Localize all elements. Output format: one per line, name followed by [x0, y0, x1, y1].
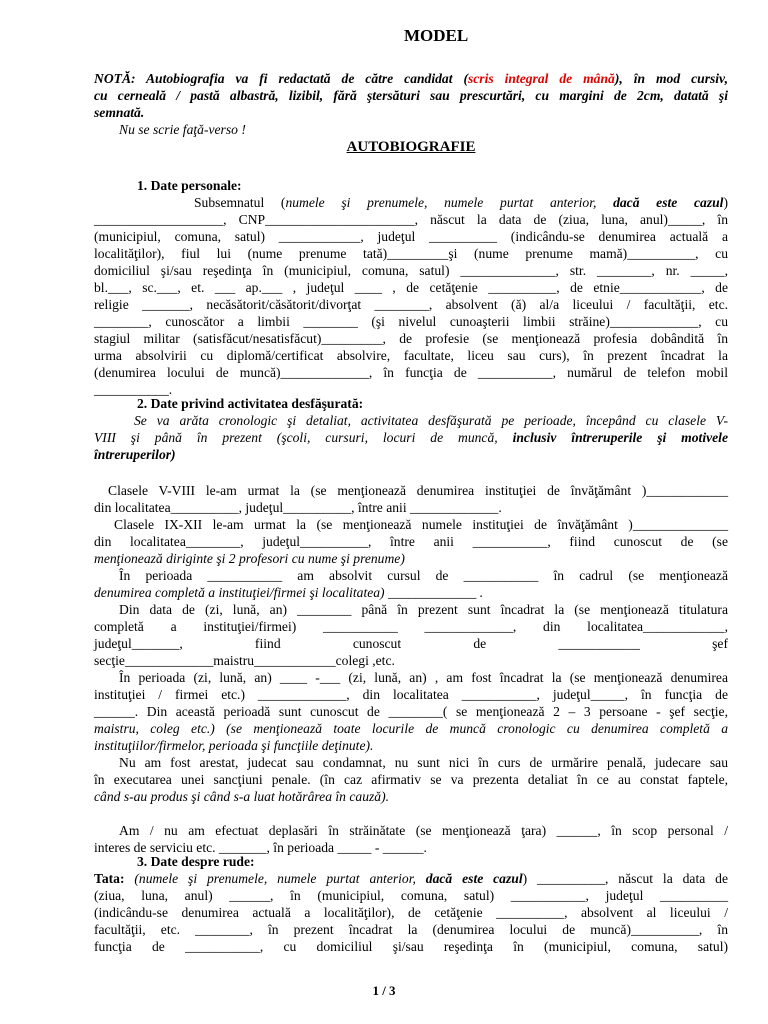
note-line-2: cu cerneală / pastă albastră, lizibil, fără ştersături sau prescurtări, cu margini de 2cm, datată şi — [94, 88, 728, 103]
s1-line-12: ___________. — [94, 382, 173, 397]
s2-para-8: Din data de (zi, lună, an) ________ până în prezent sunt încadrat la (se menţionează titulatura — [119, 602, 728, 617]
s3-line-1: Tata: (numele şi prenumele, numele purtat anterior, dacă este cazul) __________, născut la data de — [94, 871, 728, 886]
s2-para-18: în executarea unei sancţiuni penale. (în caz afirmativ se va prezenta detaliat în ce au constat faptele, — [94, 772, 728, 787]
s2-para-3: Clasele IX-XII le-am urmat la (se menţionează numele instituţiei de învăţământ )______________ — [114, 517, 728, 532]
s1-line-4: localităţilor), fiul lui (nume prenume tată)_________şi (nume prenume mamă)__________, cu — [94, 246, 728, 261]
s2-para-16: instituţiilor/firmelor, perioada şi funcţiile deţinute). — [94, 738, 374, 753]
section-3-title: 3. Date despre rude: — [137, 854, 255, 869]
s1-line-3: (municipiul, comuna, satul) ____________, judeţul __________ (indicându-se denumirea actuală a — [94, 229, 728, 244]
s1-line-1: Subsemnatul (numele şi prenumele, numele purtat anterior, dacă este cazul) — [194, 195, 728, 210]
s3-line-2: (ziua, luna, anul) ______, în (municipiul, comuna, satul) ___________, judeţul __________ — [94, 888, 728, 903]
s2-para-2: din localitatea__________, judeţul__________, între anii _____________. — [94, 500, 502, 515]
s3-line-3: (indicându-se denumirea actuală a localităţilor), de cetăţenie __________, absolvent al liceului / — [94, 905, 728, 920]
s2-para-5: menţionează diriginte şi 2 profesori cu nume şi prenume) — [94, 551, 405, 566]
note-red-text: scris integral de mână — [467, 71, 615, 86]
page-number: 1 / 3 — [372, 983, 396, 998]
s1-line-5: domiciliul şi/sau reşedinţa în (municipiul, comuna, satul) ______________, str. ________, nr. _____, — [94, 263, 728, 278]
s2-para-6: În perioada ___________ am absolvit cursul de ___________ în cadrul (se menţionează — [119, 568, 728, 583]
section-1-title: 1. Date personale: — [137, 178, 242, 193]
s2-instruction-2: VIII şi până în prezent (şcoli, cursuri, locuri de muncă, inclusiv întreruperile şi motivele — [94, 430, 728, 445]
s2-para-10: judeţul_______, fiind cunoscut de ____________ şef — [94, 636, 728, 651]
s2-para-15: maistru, coleg etc.) (se menţionează toate locurile de muncă cronologic cu denumirea completă a — [94, 721, 728, 736]
s2-para-1: Clasele V-VIII le-am urmat la (se menţionează denumirea instituţiei de învăţământ )____________ — [108, 483, 728, 498]
s2-para-14: ______. Din această perioadă sunt cunoscut de ________( se menţionează 2 – 3 persoane - şef secţie, — [94, 704, 728, 719]
document-title: MODEL — [404, 26, 469, 45]
s2-para-21: interes de serviciu etc. _______, în perioada _____ - ______. — [94, 840, 427, 855]
s1-line-11: (denumirea locului de muncă)_____________, în funcţia de ___________, numărul de telefon mobil — [94, 365, 728, 380]
s2-para-4: din localitatea________, judeţul__________, între anii ___________, fiind cunoscut de (se — [94, 534, 728, 549]
note-line-4: Nu se scrie faţă-verso ! — [119, 122, 246, 137]
s2-para-12: În perioada (zi, lună, an) ____ -___ (zi, lună, an) , am fost încadrat la (se menţionează denumirea — [119, 670, 728, 685]
s2-instruction-3: întreruperilor) — [94, 447, 176, 462]
s2-para-7: denumirea completă a instituţiei/firmei şi localitatea) _____________ . — [94, 585, 484, 600]
s1-line-10: urma absolvirii cu diplomă/certificat absolvire, facultate, liceu sau curs), în prezent încadrat la — [94, 348, 728, 363]
s2-para-20: Am / nu am efectuat deplasări în străinătate (se menţionează ţara) ______, în scop personal / — [119, 823, 728, 838]
section-2-title: 2. Date privind activitatea desfăşurată: — [137, 396, 364, 411]
s2-para-13: instituţiei / firmei etc.) _____________, din localitatea ___________, judeţul_____, în funcţia de — [94, 687, 728, 702]
note-line-1: NOTĂ: Autobiografia va fi redactată de către candidat (scris integral de mână), în mod cursiv, — [94, 71, 728, 86]
s1-line-7: religie _______, necăsătorit/căsătorit/divorţat ________, absolvent (ă) al/a liceului / facultăţii, etc. — [94, 297, 728, 312]
autobiography-heading: AUTOBIOGRAFIE — [346, 139, 476, 155]
s1-line-2: ___________________, CNP______________________, născut la data de (ziua, luna, anul)_____, în — [94, 212, 728, 227]
s1-line-6: bl.___, sc.___, et. ___ ap.___ , judeţul ____ , de cetăţenie __________, de etnie____________, de — [94, 280, 728, 295]
s3-line-5: funcţia de ___________, cu domiciliul şi/sau reşedinţa în (municipiul, comuna, satul) — [94, 939, 728, 954]
s2-para-19: când s-au produs şi când s-a luat hotărârea în cauză). — [94, 789, 390, 804]
note-line-3: semnată. — [94, 105, 145, 120]
s3-line-4: facultăţii, etc. ________, în prezent încadrat la (denumirea locului de muncă)__________, în — [94, 922, 728, 937]
s1-line-8: ________, cunoscător a limbii ________ (şi nivelul cunoaşterii limbii străine)_____________, cu — [94, 314, 728, 329]
s2-instruction-1: Se va arăta cronologic şi detaliat, activitatea desfăşurată pe perioade, începând cu clasele V- — [134, 413, 728, 428]
s2-para-17: Nu am fost arestat, judecat sau condamnat, nu sunt nici în curs de urmărire penală, judecare sau — [119, 755, 728, 770]
s2-para-9: completă a instituţiei/firmei) ___________ _____________, din localitatea____________, — [94, 619, 728, 634]
s2-para-11: secţie_____________maistru____________colegi ,etc. — [94, 653, 395, 668]
s1-line-9: stagiul militar (satisfăcut/nesatisfăcut)_________, de profesie (se menţionează profesia dobândită în — [94, 331, 728, 346]
